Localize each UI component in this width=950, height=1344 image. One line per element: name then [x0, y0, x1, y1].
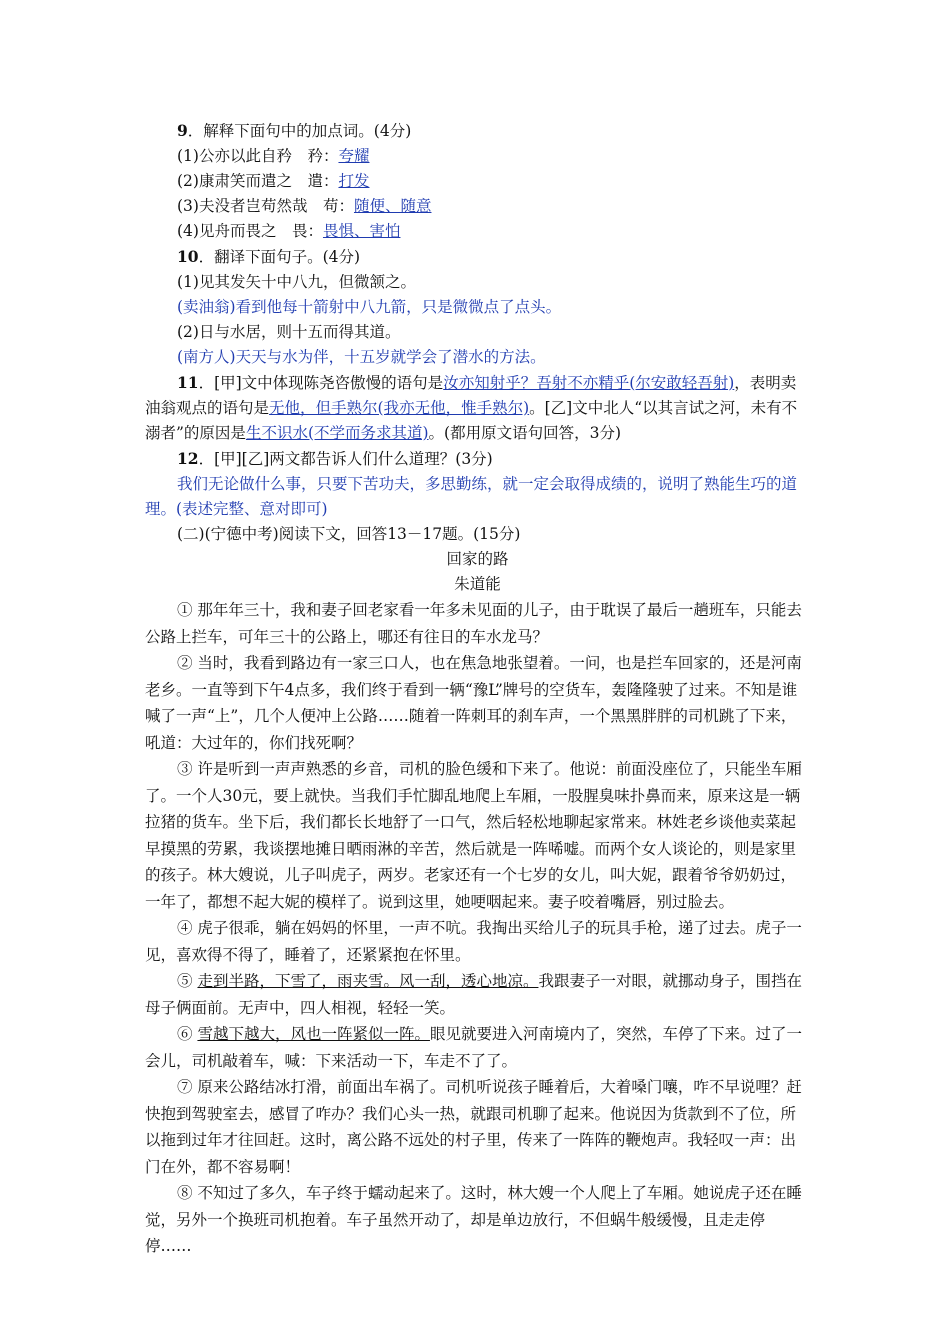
- q10-stem: 10．翻译下面句子。(4分): [177, 247, 361, 266]
- q9-number: 9: [177, 121, 188, 140]
- underlined-sentence-5: 走到半路，下雪了，雨夹雪。风一刮，透心地凉。: [197, 972, 539, 990]
- q9-answer-1: 夸耀: [338, 147, 370, 165]
- q12-number: 12: [177, 449, 199, 468]
- q9-answer-4: 畏惧、害怕: [322, 222, 401, 240]
- q11-answer-3: 生不识水(不学而务求其道): [245, 424, 429, 442]
- q10-sentence-1: (1)见其发矢十中八九，但微颔之。: [177, 273, 416, 291]
- q10-answer-1: (卖油翁)看到他每十箭射中八九箭，只是微微点了点头。: [177, 298, 562, 316]
- underlined-sentence-6: 雪越下越大，风也一阵紧似一阵。: [197, 1025, 430, 1043]
- essay-paragraph-5: ⑤ 走到半路，下雪了，雨夹雪。风一刮，透心地凉。我跟妻子一对眼，就挪动身子，围挡在母子俩面前。无声中，四人相视，轻轻一笑。: [145, 972, 802, 1017]
- q9-item-2: (2)康肃笑而遣之 遣：打发: [177, 172, 370, 190]
- essay-paragraph-6: ⑥ 雪越下越大，风也一阵紧似一阵。眼见就要进入河南境内了，突然，车停了下来。过了一会儿，司机敲着车，喊：下来活动一下，车走不了了。: [145, 1025, 802, 1070]
- q11-number: 11: [177, 373, 199, 392]
- essay-paragraph-8: ⑧ 不知过了多久，车子终于蠕动起来了。这时，林大嫂一个人爬上了车厢。她说虎子还在睡觉，另外一个换班司机抱着。车子虽然开动了，却是单边放行，不但蜗牛般缓慢，且走走停停……: [145, 1184, 802, 1255]
- q9-item-1: (1)公亦以此自矜 矜：夸耀: [177, 147, 370, 165]
- q9-answer-2: 打发: [338, 172, 370, 190]
- q12-answer: 我们无论做什么事，只要下苦功夫，多思勤练，就一定会取得成绩的，说明了熟能生巧的道理。(表述完整、意对即可): [145, 475, 798, 518]
- q9-answer-3: 随便、随意: [353, 197, 432, 215]
- q10-number: 10: [177, 247, 199, 266]
- essay-paragraph-3: ③ 许是听到一声声熟悉的乡音，司机的脸色缓和下来了。他说：前面没座位了，只能坐车厢了。一个人30元，要上就快。当我们手忙脚乱地爬上车厢，一股腥臭味扑鼻而来，原来这是一辆拉猪的货车。坐下后，我们都长长地舒了一口气，然后轻松地聊起家常来。林姓老乡谈他卖菜起早摸黑的劳累，我谈摆地摊日晒雨淋的辛苦，然后就是一阵唏嘘。而两个女人谈论的，则是家里的孩子。林大嫂说，儿子叫虎子，两岁。老家还有一个七岁的女儿，叫大妮，跟着爷爷奶奶过，一年了，都想不起大妮的模样了。说到这里，她哽咽起来。妻子咬着嘴唇，别过脸去。: [145, 760, 802, 911]
- q11-paragraph: 11．[甲]文中体现陈尧咨傲慢的语句是汝亦知射乎？吾射不亦精乎(尔安敢轻吾射)，表明卖油翁观点的语句是无他，但手熟尔(我亦无他，惟手熟尔)。[乙]文中北人“以其言试之河，未有不溺者”的原因是生不识水(不学而务求其道)。(都用原文语句回答，3分): [145, 373, 798, 442]
- q11-answer-1: 汝亦知射乎？吾射不亦精乎(尔安敢轻吾射): [443, 374, 735, 392]
- essay-author: 朱道能: [454, 575, 501, 593]
- q9-item-3: (3)夫没者岂苟然哉 苟：随便、随意: [177, 197, 432, 215]
- essay-paragraph-1: ① 那年年三十，我和妻子回老家看一年多未见面的儿子，由于耽误了最后一趟班车，只能去公路上拦车，可年三十的公路上，哪还有往日的车水龙马？: [145, 601, 802, 646]
- q10-answer-2: (南方人)天天与水为伴，十五岁就学会了潜水的方法。: [177, 348, 546, 366]
- q10-sentence-2: (2)日与水居，则十五而得其道。: [177, 323, 401, 341]
- essay-paragraph-4: ④ 虎子很乖，躺在妈妈的怀里，一声不吭。我掏出买给儿子的玩具手枪，递了过去。虎子一见，喜欢得不得了，睡着了，还紧紧抱在怀里。: [145, 919, 802, 964]
- essay-paragraph-2: ② 当时，我看到路边有一家三口人，也在焦急地张望着。一问，也是拦车回家的，还是河南老乡。一直等到下午4点多，我们终于看到一辆“豫L”牌号的空货车，轰隆隆驶了过来。不知是谁喊了一声“上”，几个人便冲上公路……随着一阵刺耳的刹车声，一个黑黑胖胖的司机跳了下来，吼道：大过年的，你们找死啊？: [145, 654, 802, 752]
- essay-title: 回家的路: [446, 550, 509, 568]
- section-2-heading: (二)(宁德中考)阅读下文，回答13－17题。(15分): [177, 525, 521, 543]
- document-page: [145, 118, 810, 1260]
- q9-item-4: (4)见舟而畏之 畏：畏惧、害怕: [177, 222, 401, 240]
- q9-stem: 9．解释下面句中的加点词。(4分): [177, 121, 412, 140]
- q11-answer-2: 无他，但手熟尔(我亦无他，惟手熟尔): [269, 399, 530, 417]
- q12-stem: 12．[甲][乙]两文都告诉人们什么道理？(3分): [177, 449, 493, 468]
- essay-paragraph-7: ⑦ 原来公路结冰打滑，前面出车祸了。司机听说孩子睡着后，大着嗓门嚷，咋不早说哩？赶快抱到驾驶室去，感冒了咋办？我们心头一热，就跟司机聊了起来。他说因为货款到不了位，所以拖到过年才往回赶。这时，离公路不远处的村子里，传来了一阵阵的鞭炮声。我轻叹一声：出门在外，都不容易啊！: [145, 1078, 802, 1176]
